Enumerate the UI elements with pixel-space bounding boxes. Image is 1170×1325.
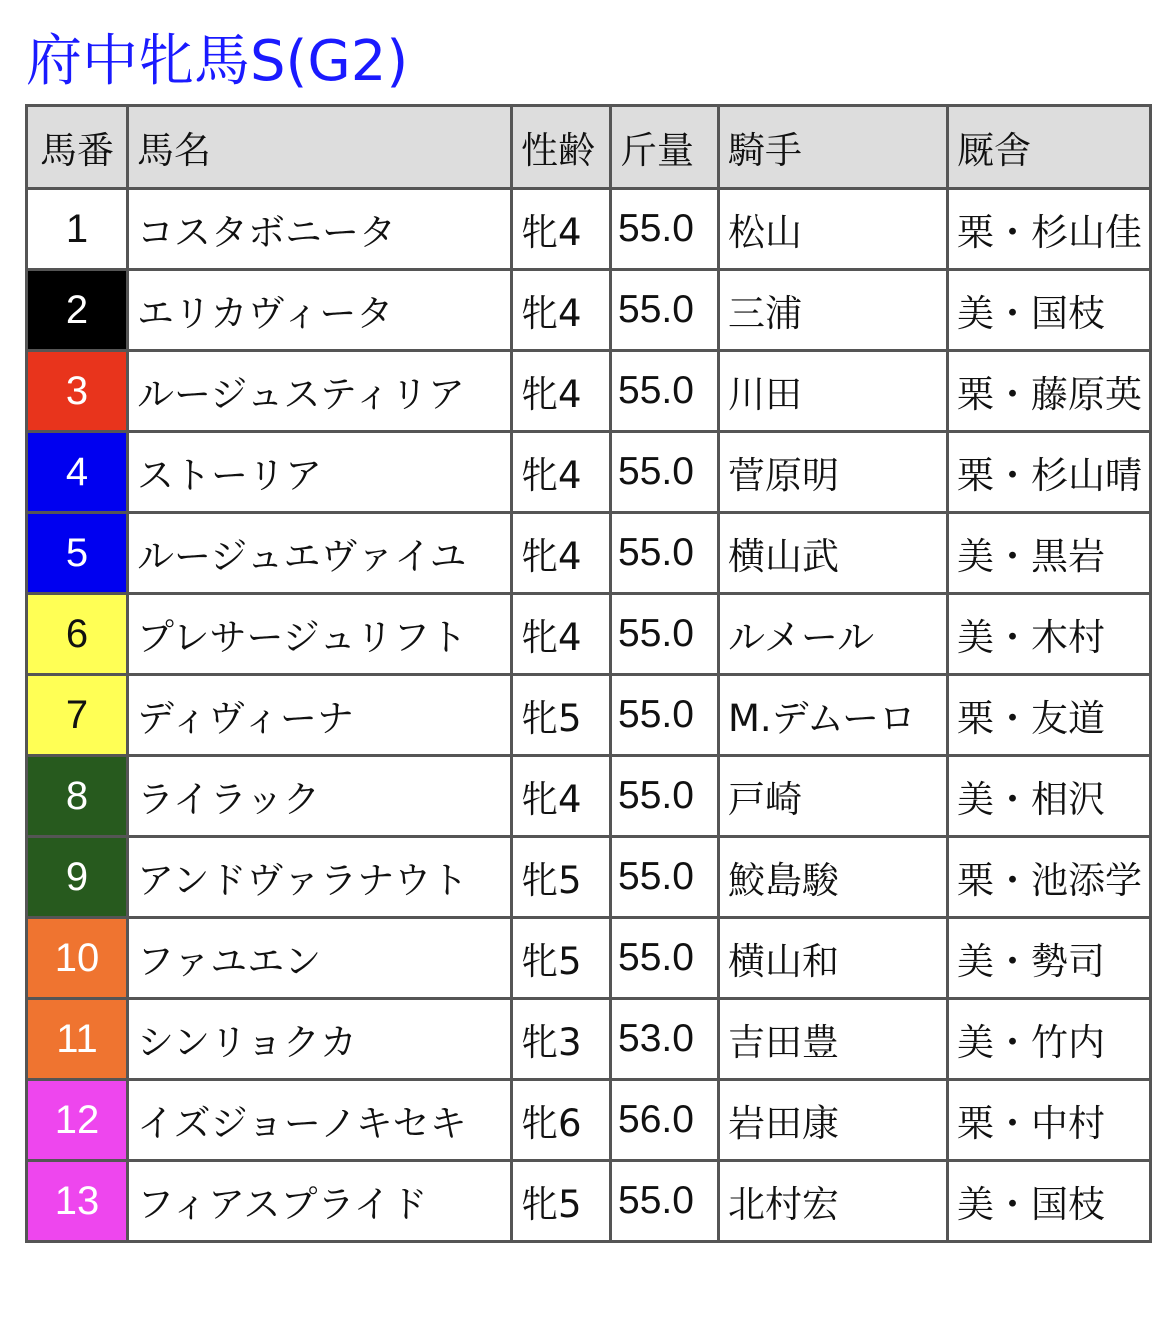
carried-weight: 55.0 bbox=[611, 351, 719, 432]
table-row bbox=[27, 918, 1151, 999]
sex-age: 牝4 bbox=[512, 189, 611, 270]
horse-name: イズジョーノキセキ bbox=[128, 1080, 512, 1161]
sex-age: 牝4 bbox=[512, 432, 611, 513]
table-row bbox=[27, 1161, 1151, 1242]
header-horse-name: 馬名 bbox=[128, 106, 512, 189]
table-row bbox=[27, 513, 1151, 594]
jockey-name: 松山 bbox=[719, 189, 948, 270]
table-header-row bbox=[27, 106, 1151, 189]
stable-name: 美・竹内 bbox=[948, 999, 1151, 1080]
table-row bbox=[27, 270, 1151, 351]
horse-number: 11 bbox=[27, 999, 128, 1080]
table-row bbox=[27, 999, 1151, 1080]
horse-name: ディヴィーナ bbox=[128, 675, 512, 756]
jockey-name: 吉田豊 bbox=[719, 999, 948, 1080]
stable-name: 美・国枝 bbox=[948, 270, 1151, 351]
jockey-name: 横山和 bbox=[719, 918, 948, 999]
carried-weight: 55.0 bbox=[611, 270, 719, 351]
header-sex-age: 性齢 bbox=[512, 106, 611, 189]
carried-weight: 55.0 bbox=[611, 594, 719, 675]
horse-number: 12 bbox=[27, 1080, 128, 1161]
horse-name: ライラック bbox=[128, 756, 512, 837]
jockey-name: 三浦 bbox=[719, 270, 948, 351]
table-row bbox=[27, 189, 1151, 270]
stable-name: 栗・池添学 bbox=[948, 837, 1151, 918]
table-row bbox=[27, 756, 1151, 837]
horse-number: 1 bbox=[27, 189, 128, 270]
horse-name: シンリョクカ bbox=[128, 999, 512, 1080]
horse-name: ルージュエヴァイユ bbox=[128, 513, 512, 594]
horse-name: アンドヴァラナウト bbox=[128, 837, 512, 918]
sex-age: 牝6 bbox=[512, 1080, 611, 1161]
horse-number: 4 bbox=[27, 432, 128, 513]
carried-weight: 56.0 bbox=[611, 1080, 719, 1161]
jockey-name: 鮫島駿 bbox=[719, 837, 948, 918]
table-row bbox=[27, 1080, 1151, 1161]
stable-name: 美・相沢 bbox=[948, 756, 1151, 837]
stable-name: 美・国枝 bbox=[948, 1161, 1151, 1242]
stable-name: 美・勢司 bbox=[948, 918, 1151, 999]
horse-number: 3 bbox=[27, 351, 128, 432]
header-weight: 斤量 bbox=[611, 106, 719, 189]
jockey-name: 岩田康 bbox=[719, 1080, 948, 1161]
horse-number: 6 bbox=[27, 594, 128, 675]
carried-weight: 55.0 bbox=[611, 918, 719, 999]
stable-name: 栗・杉山晴 bbox=[948, 432, 1151, 513]
sex-age: 牝4 bbox=[512, 513, 611, 594]
sex-age: 牝5 bbox=[512, 675, 611, 756]
table-row bbox=[27, 594, 1151, 675]
horse-name: プレサージュリフト bbox=[128, 594, 512, 675]
sex-age: 牝5 bbox=[512, 918, 611, 999]
carried-weight: 55.0 bbox=[611, 756, 719, 837]
horse-name: フィアスプライド bbox=[128, 1161, 512, 1242]
jockey-name: 川田 bbox=[719, 351, 948, 432]
horse-number: 2 bbox=[27, 270, 128, 351]
horse-number: 8 bbox=[27, 756, 128, 837]
carried-weight: 55.0 bbox=[611, 675, 719, 756]
horse-name: コスタボニータ bbox=[128, 189, 512, 270]
horse-number: 10 bbox=[27, 918, 128, 999]
horse-name: ルージュスティリア bbox=[128, 351, 512, 432]
sex-age: 牝4 bbox=[512, 351, 611, 432]
table-row bbox=[27, 351, 1151, 432]
sex-age: 牝4 bbox=[512, 270, 611, 351]
header-number: 馬番 bbox=[27, 106, 128, 189]
table-row bbox=[27, 432, 1151, 513]
jockey-name: 横山武 bbox=[719, 513, 948, 594]
header-stable: 厩舎 bbox=[948, 106, 1151, 189]
carried-weight: 55.0 bbox=[611, 837, 719, 918]
sex-age: 牝5 bbox=[512, 837, 611, 918]
stable-name: 美・木村 bbox=[948, 594, 1151, 675]
header-jockey: 騎手 bbox=[719, 106, 948, 189]
sex-age: 牝3 bbox=[512, 999, 611, 1080]
horse-name: ファユエン bbox=[128, 918, 512, 999]
table-row bbox=[27, 837, 1151, 918]
carried-weight: 55.0 bbox=[611, 432, 719, 513]
jockey-name: M.デムーロ bbox=[719, 675, 948, 756]
stable-name: 栗・友道 bbox=[948, 675, 1151, 756]
jockey-name: 戸崎 bbox=[719, 756, 948, 837]
stable-name: 栗・藤原英 bbox=[948, 351, 1151, 432]
jockey-name: ルメール bbox=[719, 594, 948, 675]
entry-table bbox=[25, 104, 1152, 1243]
horse-number: 9 bbox=[27, 837, 128, 918]
sex-age: 牝4 bbox=[512, 594, 611, 675]
horse-number: 5 bbox=[27, 513, 128, 594]
carried-weight: 55.0 bbox=[611, 513, 719, 594]
sex-age: 牝5 bbox=[512, 1161, 611, 1242]
jockey-name: 菅原明 bbox=[719, 432, 948, 513]
stable-name: 栗・杉山佳 bbox=[948, 189, 1151, 270]
horse-number: 13 bbox=[27, 1161, 128, 1242]
carried-weight: 53.0 bbox=[611, 999, 719, 1080]
stable-name: 美・黒岩 bbox=[948, 513, 1151, 594]
stable-name: 栗・中村 bbox=[948, 1080, 1151, 1161]
sex-age: 牝4 bbox=[512, 756, 611, 837]
table-row bbox=[27, 675, 1151, 756]
horse-name: ストーリア bbox=[128, 432, 512, 513]
horse-number: 7 bbox=[27, 675, 128, 756]
carried-weight: 55.0 bbox=[611, 189, 719, 270]
jockey-name: 北村宏 bbox=[719, 1161, 948, 1242]
race-title: 府中牝馬S(G2) bbox=[26, 29, 409, 94]
carried-weight: 55.0 bbox=[611, 1161, 719, 1242]
horse-name: エリカヴィータ bbox=[128, 270, 512, 351]
